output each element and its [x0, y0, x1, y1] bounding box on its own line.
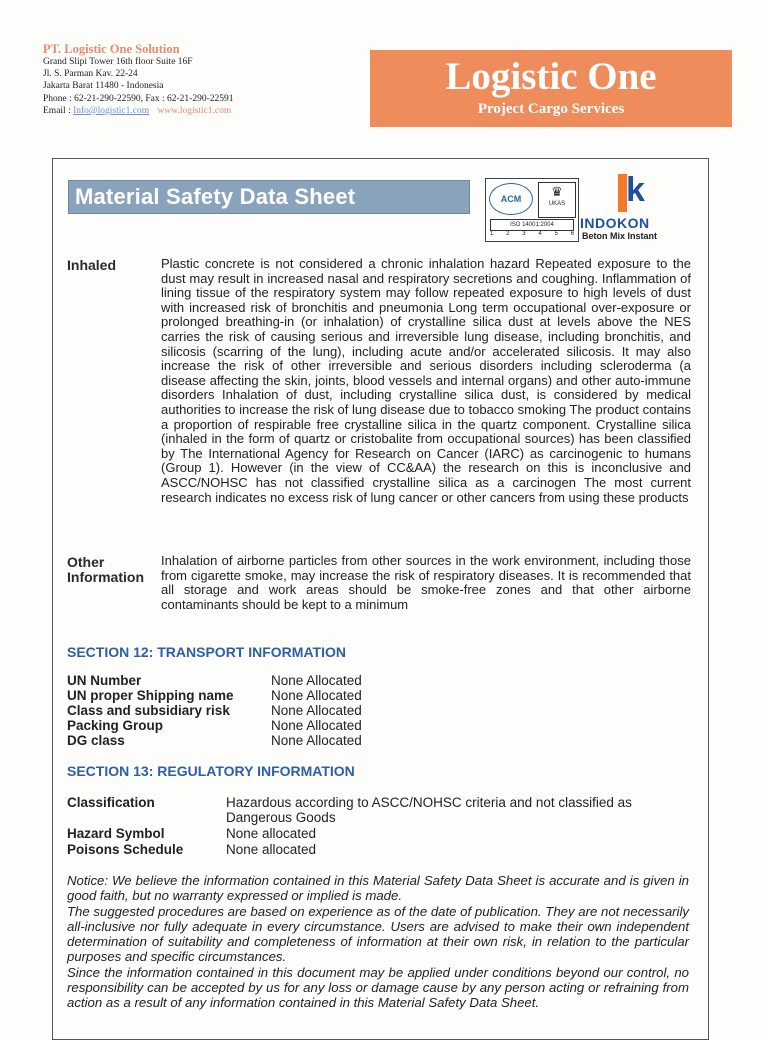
cert-numbers: [490, 231, 574, 237]
company-info: [43, 42, 363, 117]
row-key: DG class: [67, 733, 125, 748]
row-key: UN proper Shipping name: [67, 688, 234, 703]
row-key: Class and subsidiary risk: [67, 703, 230, 718]
row-value: Dangerous Goods: [226, 810, 336, 825]
company-name: PT. Logistic One Solution: [43, 42, 180, 56]
msds-title-bar: [68, 180, 470, 214]
cert-number: 4: [538, 231, 542, 237]
information-label: Information: [67, 569, 144, 585]
row-value: Hazardous according to ASCC/NOHSC criteria and not classified as: [226, 795, 632, 810]
acm-logo-icon: ACM: [489, 183, 533, 215]
address-line: Jakarta Barat 11480 - Indonesia: [43, 81, 164, 92]
notice-paragraph: Since the information contained in this document may be applied under conditions beyond our control, no responsibility can be accepted by us for any loss or damage cause by any person acting or refraining from action as a result of any information contained in this Material Safety Data Sheet.: [67, 964, 689, 1011]
row-value: None Allocated: [271, 703, 362, 718]
indokon-k-icon: [618, 171, 648, 212]
brand-name: INDOKON: [580, 215, 650, 231]
other-label: Other: [67, 554, 105, 570]
certification-logo: [485, 178, 579, 242]
msds-title: Material Safety Data Sheet: [75, 184, 356, 209]
k-letter: k: [626, 171, 645, 209]
notice: [67, 873, 689, 1011]
row-value: None Allocated: [271, 718, 362, 733]
row-value: None allocated: [226, 826, 317, 841]
logistic-one-banner: [370, 50, 732, 127]
cert-number: 1: [490, 231, 494, 237]
inhaled-text: Plastic concrete is not considered a chronic inhalation hazard Repeated exposure to the dust may result in increased nasal and respiratory secretions and coughing. Inflammation of lining tissue of the respiratory system may follow repeated exposure to high levels of dust with increased risk of bronchitis and pneumonia Long term occupational over-exposure or prolonged breathing-in (or inhalation) of crystalline silica dust at levels above the NES carries the risk of causing serious and irreversible lung disease, including bronchitis, and silicosis (scarring of the lung), including acute and/or accelerated silicosis. It may also increase the risk of other irreversible and serious disorders including scleroderma (a disease affecting the skin, joints, blood vessels and internal organs) and other auto-immune disorders Inhalation of dust, including crystalline silica dust, is considered by medical authorities to increase the risk of lung disease due to tobacco smoking The product contains a proportion of respirable free crystalline silica in the quartz component. Crystalline silica (inhaled in the form of quartz or cristobalite from occupational sources) has been classified by The International Agency for Research on Cancer (IARC) as carcinogenic to humans (Group 1). However (in the view of CC&AA) the research on this is inconclusive and ASCC/NOHSC has not classified crystalline silica as a carcinogen The most current research indicates no excess risk of lung cancer or other cancers from using these products: [161, 256, 691, 505]
email-row: [43, 105, 363, 117]
banner-title: Logistic One: [445, 55, 657, 98]
cert-number: 6: [570, 231, 574, 237]
row-value: None allocated: [226, 842, 317, 857]
email-link[interactable]: Info@logistic1.com: [73, 105, 150, 116]
brand-tagline: Beton Mix Instant: [582, 231, 658, 241]
row-value: None Allocated: [271, 733, 362, 748]
other-info-text: Inhalation of airborne particles from other sources in the work environment, including those from cigarette smoke, may increase the risk of respiratory diseases. It is recommended that all storage and work areas should be smoke-free zones and that other airborne contaminants should be kept to a minimum: [161, 553, 691, 612]
ukas-text: UKAS: [548, 201, 566, 207]
address-line: Jl. S. Parman Kav. 22-24: [43, 69, 138, 80]
email-label: Email :: [43, 105, 71, 116]
ukas-logo-icon: [538, 182, 576, 218]
website-link[interactable]: www.logistic1.com: [157, 105, 232, 116]
cert-number: 3: [522, 231, 526, 237]
section-12-heading: SECTION 12: TRANSPORT INFORMATION: [67, 644, 346, 660]
iso-label: ISO 14001:2004: [490, 219, 574, 231]
inhaled-label: Inhaled: [67, 257, 117, 273]
row-key: Classification: [67, 795, 155, 810]
address-line: Grand Slipi Tower 16th floor Suite 16F: [43, 57, 193, 67]
row-key: UN Number: [67, 673, 142, 688]
row-value: None Allocated: [271, 688, 362, 703]
row-key: Packing Group: [67, 718, 164, 733]
banner-subtitle: Project Cargo Services: [477, 101, 625, 117]
crown-icon: ♛: [551, 184, 563, 199]
notice-paragraph: Notice: We believe the information contained in this Material Safety Data Sheet is accurate and is given in good faith, but no warranty expressed or implied is made.: [67, 873, 689, 904]
cert-number: 5: [554, 231, 558, 237]
row-key: Hazard Symbol: [67, 826, 165, 841]
indokon-logo: [580, 171, 690, 246]
row-value: None Allocated: [271, 673, 362, 688]
notice-paragraph: The suggested procedures are based on experience as of the date of publication. They are not necessarily all-inclusive nor fully adequate in every circumstance. Users are advised to make their own independent determination of suitability and completeness of information at their own risk, in relation to the particular purposes and specific circumstances.: [67, 903, 689, 965]
cert-number: 2: [506, 231, 510, 237]
section-13-heading: SECTION 13: REGULATORY INFORMATION: [67, 763, 355, 779]
row-key: Poisons Schedule: [67, 842, 184, 857]
phone-line: Phone : 62-21-290-22590, Fax : 62-21-290-22591: [43, 93, 234, 104]
